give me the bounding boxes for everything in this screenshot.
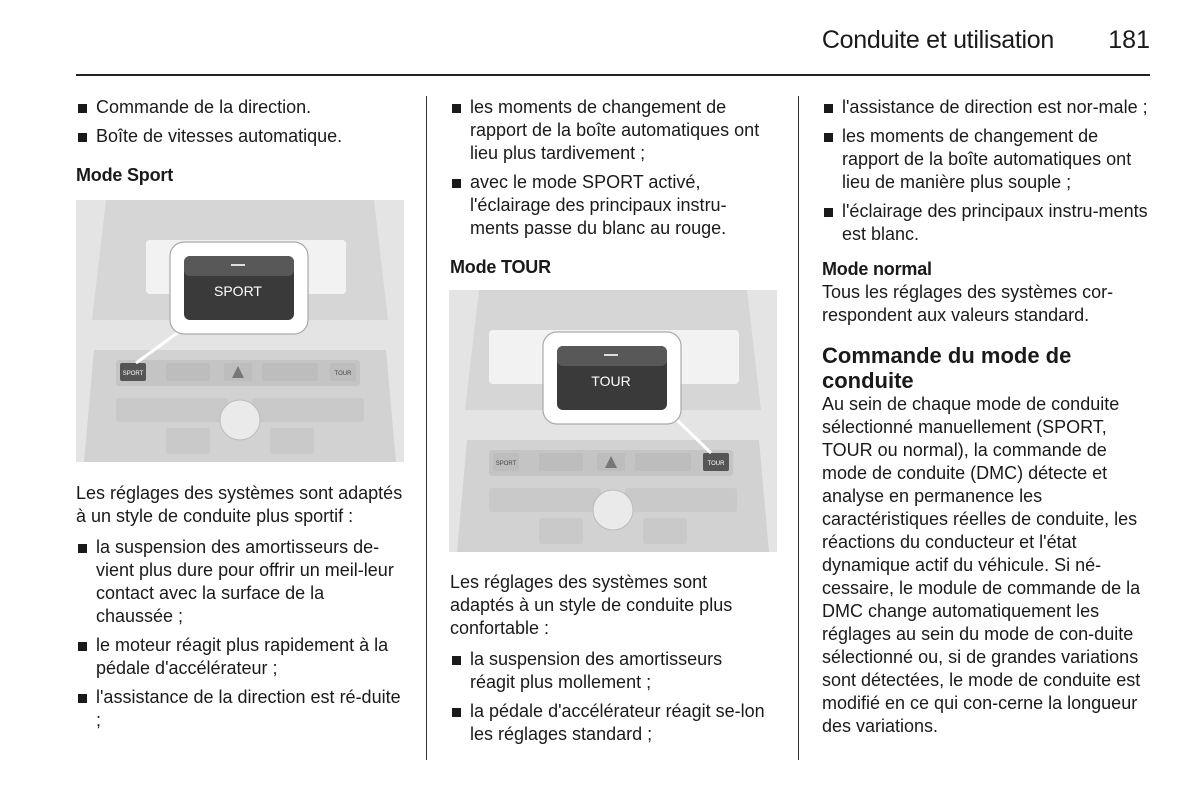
small-sport-label: SPORT xyxy=(122,371,144,377)
dashboard-illustration xyxy=(76,200,404,462)
bullet-list xyxy=(450,96,768,240)
page-header-title: Conduite et utilisation xyxy=(821,26,1054,54)
column-2 xyxy=(450,96,768,279)
small-tour-label: TOUR xyxy=(334,371,352,377)
column-2-lower xyxy=(450,571,768,752)
list-item: les moments de changement de rapport de la boîte automatiques ont lieu de manière plus souple ; xyxy=(822,125,1150,194)
bullet-list xyxy=(450,648,768,746)
bullet-list xyxy=(822,96,1150,246)
tour-button-label: TOUR xyxy=(591,373,631,389)
column-divider-1 xyxy=(426,96,427,760)
section-heading-tour: Mode TOUR xyxy=(450,257,551,277)
column-1-lower xyxy=(76,482,406,738)
section-heading-normal: Mode normal xyxy=(822,259,932,279)
tour-intro-text: Les réglages des systèmes sont adaptés à un style de conduite plus confortable : xyxy=(450,572,733,638)
list-item: Commande de la direction. xyxy=(76,96,406,119)
column-3 xyxy=(822,96,1150,738)
section-heading-dmc: Commande du mode de conduite xyxy=(822,343,1072,393)
bullet-list xyxy=(76,536,406,732)
small-tour-label: TOUR xyxy=(707,461,725,467)
list-item: avec le mode SPORT activé, l'éclairage des principaux instru-ments passe du blanc au rouge. xyxy=(450,171,768,240)
list-item: la pédale d'accélérateur réagit se-lon les réglages standard ; xyxy=(450,700,768,746)
list-item: l'assistance de la direction est ré-duite ; xyxy=(76,686,406,732)
list-item: les moments de changement de rapport de la boîte automatiques ont lieu plus tardivement ; xyxy=(450,96,768,165)
list-item: Boîte de vitesses automatique. xyxy=(76,125,406,148)
header-rule xyxy=(76,74,1150,76)
section-heading-sport: Mode Sport xyxy=(76,165,173,185)
figure-sport-mode xyxy=(76,200,404,462)
column-1 xyxy=(76,96,406,187)
list-item: la suspension des amortisseurs réagit plus mollement ; xyxy=(450,648,768,694)
normal-mode-text: Tous les réglages des systèmes cor-respondent aux valeurs standard. xyxy=(822,282,1114,325)
figure-tour-mode xyxy=(449,290,777,552)
dmc-text: Au sein de chaque mode de conduite sélectionné manuellement (SPORT, TOUR ou normal), la commande de mode de conduite (DMC) détecte et analyse en permanence les caractéristiques réelles de conduite, les réactions du conducteur et l'état dynamique actif du véhicule. Si né-cessaire, le module de commande de la DMC change automatiquement les réglages au sein du mode de con-duite sélectionné ou, si de grandes variations sont détectées, le mode de conduite est modifié en ce qui con-cerne la longueur des variations. xyxy=(822,394,1141,736)
bullet-list xyxy=(76,96,406,148)
dashboard-illustration xyxy=(449,290,777,552)
column-divider-2 xyxy=(798,96,799,760)
list-item: la suspension des amortisseurs de-vient plus dure pour offrir un meil-leur contact avec la surface de la chaussée ; xyxy=(76,536,406,628)
list-item: le moteur réagit plus rapidement à la pédale d'accélérateur ; xyxy=(76,634,406,680)
page-number: 181 xyxy=(1108,26,1150,54)
list-item: l'éclairage des principaux instru-ments est blanc. xyxy=(822,200,1150,246)
sport-button-label: SPORT xyxy=(214,283,262,299)
sport-intro-text: Les réglages des systèmes sont adaptés à un style de conduite plus sportif : xyxy=(76,483,403,526)
list-item: l'assistance de direction est nor-male ; xyxy=(822,96,1150,119)
small-sport-label: SPORT xyxy=(495,461,517,467)
